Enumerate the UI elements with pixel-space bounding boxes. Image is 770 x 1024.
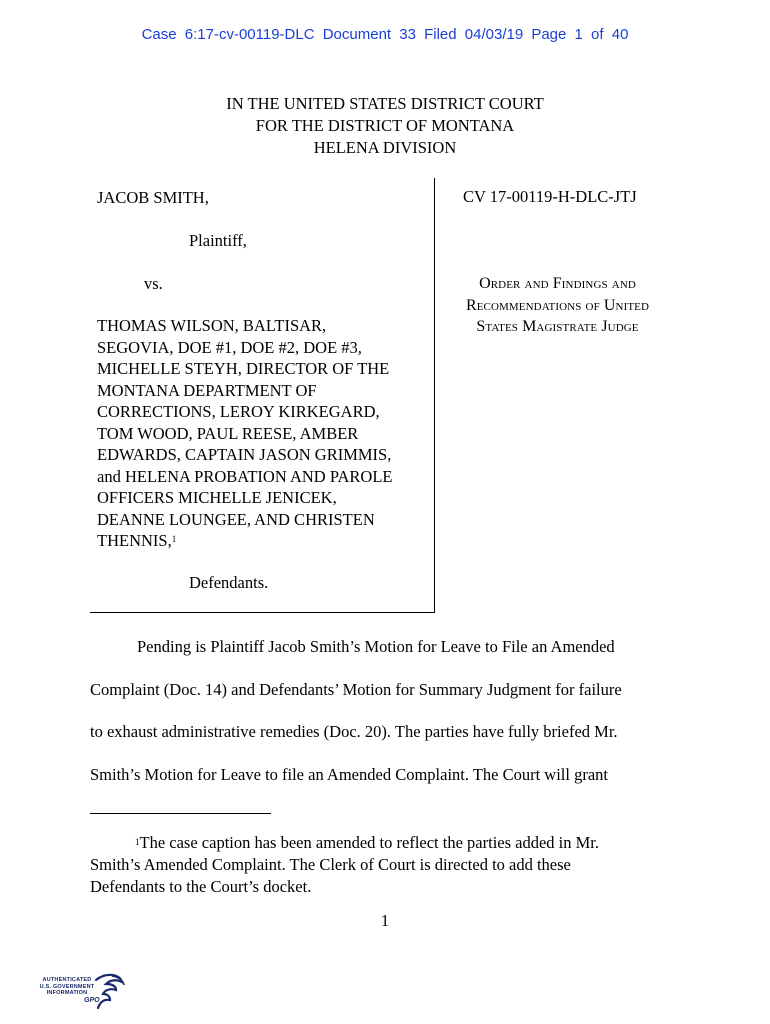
gpo-authentication-seal <box>38 972 128 1018</box>
defendant-line: TOM WOOD, PAUL REESE, AMBER <box>97 423 359 443</box>
case-header-stamp: Case 6:17-cv-00119-DLC Document 33 Filed 04/03/19 Page 1 of 40 <box>141 26 629 43</box>
defendant-line: CORRECTIONS, LEROY KIRKEGARD, <box>97 402 380 421</box>
court-division: HELENA DIVISION <box>313 138 457 157</box>
defendant-line: THOMAS WILSON, BALTISAR, <box>97 316 327 335</box>
order-title-line: States Magistrate Judge <box>476 318 639 335</box>
gpo-seal-line: U.S. GOVERNMENT <box>39 983 95 990</box>
order-title <box>440 273 675 338</box>
gpo-seal-line: INFORMATION <box>46 990 88 996</box>
defendant-last-name: THENNIS, <box>97 531 172 550</box>
order-title-line: Recommendations of United <box>465 296 650 314</box>
body-line: to exhaust administrative remedies (Doc. 20). The parties have fully briefed Mr. <box>90 722 618 741</box>
defendant-line: MICHELLE STEYH, DIRECTOR OF THE <box>97 359 390 378</box>
footnote-line: Defendants to the Court’s docket. <box>90 877 312 896</box>
defendant-line: SEGOVIA, DOE #1, DOE #2, DOE #3, <box>97 337 362 357</box>
defendant-line: OFFICERS MICHELLE JENICEK, <box>97 488 337 507</box>
page-number: 1 <box>380 911 390 930</box>
court-name-line-1: IN THE UNITED STATES DISTRICT COURT <box>226 94 544 113</box>
defendant-line: DEANNE LOUNGEE, AND CHRISTEN <box>97 509 375 529</box>
defendant-line: EDWARDS, CAPTAIN JASON GRIMMIS, <box>97 445 392 464</box>
footnote <box>90 832 599 898</box>
gpo-seal-line: AUTHENTICATED <box>42 977 92 983</box>
case-number: CV 17-00119-H-DLC-JTJ <box>463 187 637 206</box>
caption-footnote-marker[interactable]: 1 <box>171 534 177 544</box>
plaintiff-role: Plaintiff, <box>189 231 247 250</box>
court-name-line-2: FOR THE DISTRICT OF MONTANA <box>255 116 515 135</box>
versus: vs. <box>144 274 163 293</box>
footnote-line-first <box>90 832 599 854</box>
defendant-line: and HELENA PROBATION AND PAROLE <box>97 466 393 486</box>
footnote-line: Smith’s Amended Complaint. The Clerk of Court is directed to add these <box>90 855 571 874</box>
defendants-role: Defendants. <box>189 573 269 592</box>
order-title-line: Order and Findings and <box>479 275 636 292</box>
gpo-label: GPO <box>84 997 100 1004</box>
body-line: Pending is Plaintiff Jacob Smith’s Motion for Leave to File an Amended <box>137 637 615 656</box>
eagle-icon <box>90 972 126 1016</box>
defendants-list <box>97 315 393 552</box>
caption-vertical-divider <box>434 178 435 613</box>
gpo-seal-text <box>38 977 96 997</box>
footnote-marker: 1 <box>135 837 140 847</box>
plaintiff-name: JACOB SMITH, <box>97 188 209 207</box>
defendant-line: MONTANA DEPARTMENT OF <box>97 380 317 400</box>
footnote-text: The case caption has been amended to reflect the parties added in Mr. <box>139 833 600 852</box>
footnote-separator <box>90 813 271 814</box>
body-line: Complaint (Doc. 14) and Defendants’ Motion for Summary Judgment for failure <box>90 680 622 699</box>
defendant-line-last <box>97 530 393 552</box>
body-line: Smith’s Motion for Leave to file an Amended Complaint. The Court will grant <box>90 765 608 784</box>
caption-bottom-rule <box>90 612 435 613</box>
